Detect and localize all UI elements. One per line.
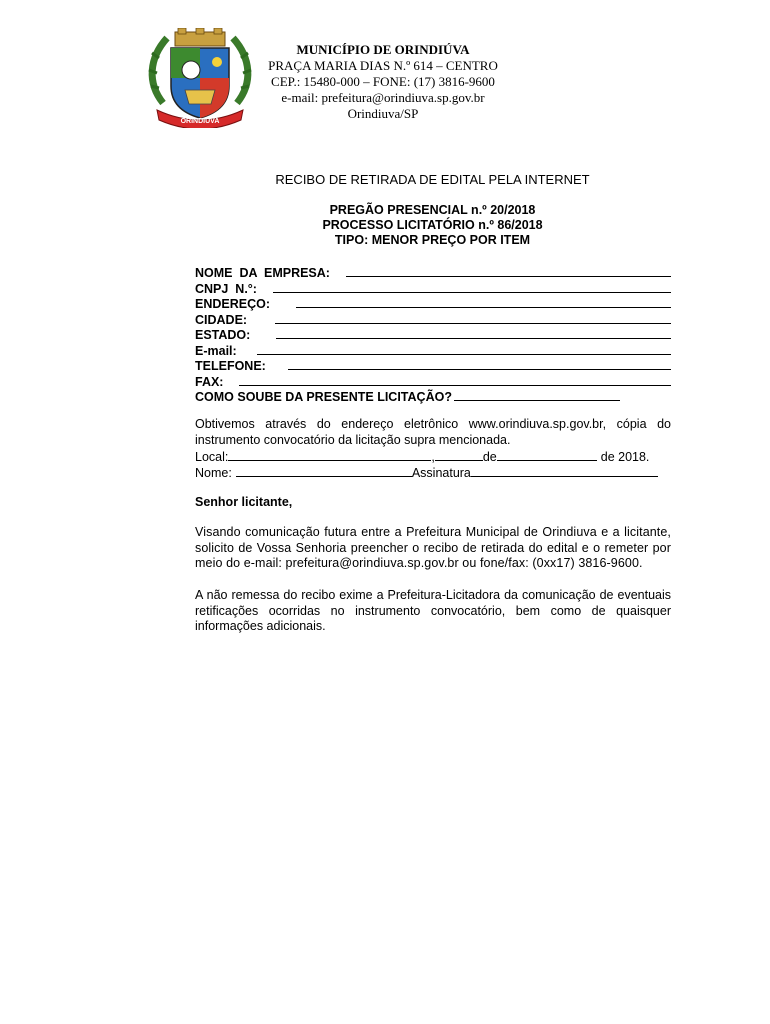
field-telefone <box>195 358 671 374</box>
field-label: COMO SOUBE DA PRESENTE LICITAÇÃO? <box>195 390 452 404</box>
field-label: TELEFONE: <box>195 359 266 373</box>
local-comma: , <box>431 450 435 464</box>
processo-line: PROCESSO LICITATÓRIO n.º 86/2018 <box>322 218 543 232</box>
field-label: NOME DA EMPRESA: <box>195 266 330 280</box>
salutation: Senhor licitante, <box>195 495 293 509</box>
assinatura-label: Assinatura <box>411 466 471 480</box>
cidade-blank[interactable] <box>275 312 671 324</box>
city-line: Orindiuva/SP <box>347 106 419 121</box>
cnpj-blank[interactable] <box>273 281 671 293</box>
municipality-name: MUNICÍPIO DE ORINDIÚVA <box>296 42 470 57</box>
tipo-line: TIPO: MENOR PREÇO POR ITEM <box>334 233 531 247</box>
como-soube-blank[interactable] <box>454 389 620 401</box>
field-email <box>195 343 671 359</box>
remessa-paragraph: A não remessa do recibo exime a Prefeitura-Licitadora da comunicação de eventuais retificações ocorridas no instrumento convocatório, bem como de quaisquer informações adicionais. <box>195 588 671 633</box>
tender-info <box>195 203 670 248</box>
local-blank[interactable] <box>228 449 431 461</box>
local-de: de <box>482 450 497 464</box>
field-cidade <box>195 312 671 328</box>
field-label: CIDADE: <box>195 312 248 327</box>
obtivemos-paragraph: Obtivemos através do endereço eletrônico www.orindiuva.sp.gov.br, cópia do instrumento convocatório da licitação supra mencionada. <box>195 417 671 447</box>
field-cnpj <box>195 281 671 297</box>
field-fax <box>195 374 671 390</box>
telefone-blank[interactable] <box>288 358 671 370</box>
field-endereco <box>195 296 671 312</box>
field-label: FAX: <box>195 374 224 389</box>
company-fields <box>195 265 671 405</box>
nome-empresa-blank[interactable] <box>346 265 671 277</box>
field-label: E-mail: <box>195 343 237 358</box>
endereco-blank[interactable] <box>296 296 671 308</box>
field-nome-empresa <box>195 265 671 281</box>
pregao-line: PREGÃO PRESENCIAL n.º 20/2018 <box>329 203 536 217</box>
field-estado <box>195 327 671 343</box>
cep-fone-line: CEP.: 15480-000 – FONE: (17) 3816-9600 <box>271 74 495 89</box>
email-blank[interactable] <box>257 343 671 355</box>
field-label: ENDEREÇO: <box>195 297 271 311</box>
address-line: PRAÇA MARIA DIAS N.º 614 – CENTRO <box>268 58 498 73</box>
municipal-crest-logo <box>145 28 255 128</box>
fax-blank[interactable] <box>239 374 671 386</box>
field-label: CNPJ N.°: <box>195 281 257 296</box>
document-title: RECIBO DE RETIRADA DE EDITAL PELA INTERNET <box>275 172 590 187</box>
local-label: Local: <box>195 450 229 464</box>
estado-blank[interactable] <box>276 327 671 339</box>
day-blank[interactable] <box>435 449 483 461</box>
email-line: e-mail: prefeitura@orindiuva.sp.gov.br <box>281 90 485 105</box>
svg-text:ORINDIÚVA: ORINDIÚVA <box>180 118 220 125</box>
nome-line <box>195 465 671 481</box>
local-year: de 2018. <box>600 450 650 464</box>
nome-label: Nome: <box>195 466 232 480</box>
field-label: ESTADO: <box>195 328 251 342</box>
month-blank[interactable] <box>497 449 597 461</box>
nome-blank[interactable] <box>236 465 412 477</box>
letterhead <box>258 42 508 122</box>
field-como-soube <box>195 389 671 405</box>
assinatura-blank[interactable] <box>471 465 658 477</box>
visando-paragraph: Visando comunicação futura entre a Prefeitura Municipal de Orindiuva e a licitante, solicito de Vossa Senhoria preencher o recibo de retirada do edital e o remeter por meio do e-mail: prefeitura@orindiuva.sp.gov.br ou fone/fax: (0xx17) 3816-9600. <box>195 525 671 570</box>
local-line <box>195 449 671 465</box>
